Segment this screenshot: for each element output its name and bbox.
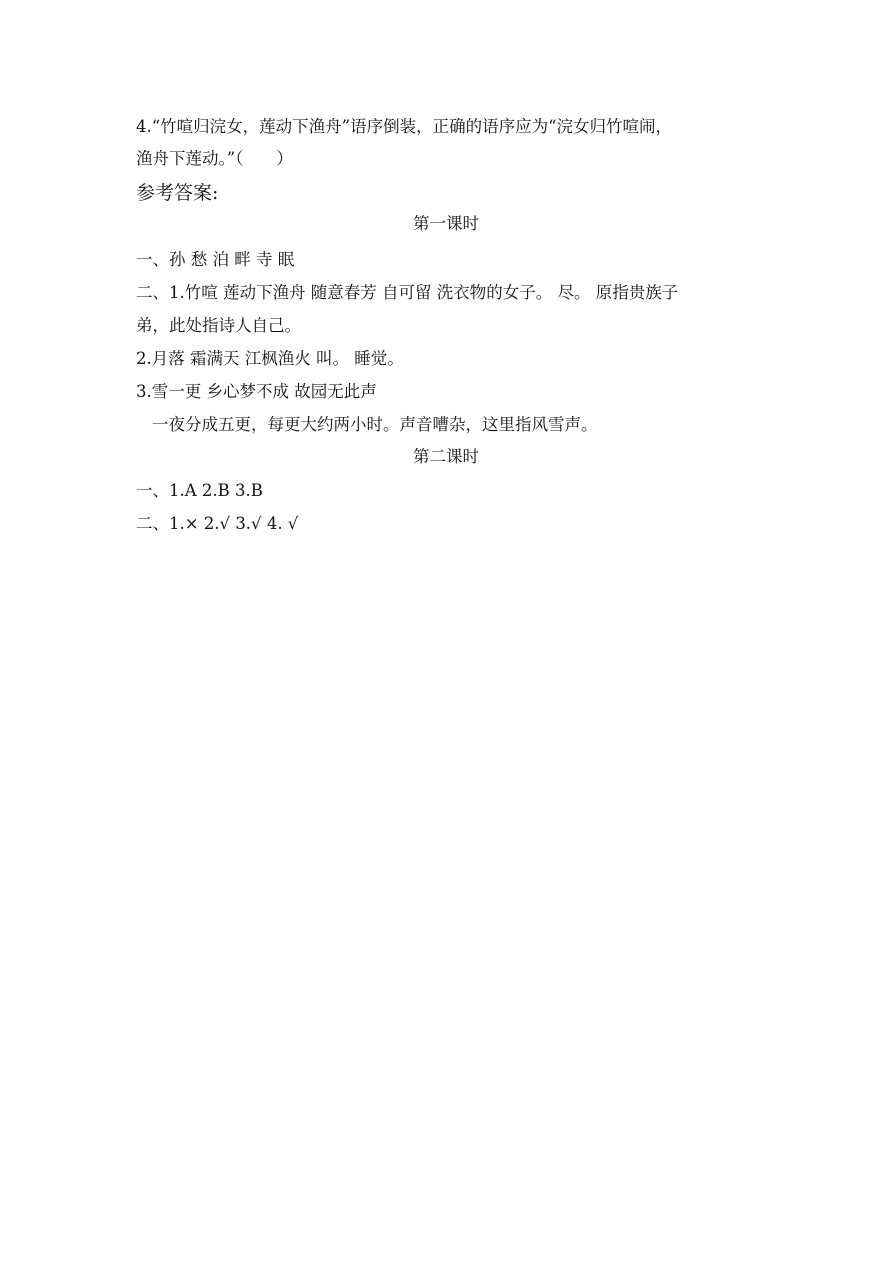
- lesson-1-part-2-line-1: 二、1.竹喧 莲动下渔舟 随意春芳 自可留 洗衣物的女子。 尽。 原指贵族子: [136, 283, 679, 302]
- lesson-1-item-2: 2.月落 霜满天 江枫渔火 叫。 睡觉。: [136, 349, 404, 368]
- lesson-2-part-2: 二、1.× 2.√ 3.√ 4. √: [136, 514, 299, 533]
- question-4-line-2: 渔舟下莲动。”（ ）: [136, 149, 293, 168]
- lesson-2-title: 第二课时: [413, 447, 479, 466]
- answers-heading: 参考答案:: [136, 182, 219, 204]
- lesson-1-title: 第一课时: [413, 214, 479, 233]
- question-4-line-1: 4.“竹喧归浣女，莲动下渔舟”语序倒装，正确的语序应为“浣女归竹喧闹，: [136, 117, 673, 136]
- lesson-1-part-1: 一、孙 愁 泊 畔 寺 眠: [136, 250, 295, 269]
- lesson-1-item-3-note: 一夜分成五更，每更大约两小时。声音嘈杂，这里指风雪声。: [152, 415, 598, 434]
- lesson-1-item-3: 3.雪一更 乡心梦不成 故园无此声: [136, 382, 377, 401]
- lesson-1-part-2-line-2: 弟，此处指诗人自己。: [136, 316, 301, 335]
- lesson-2-part-1: 一、1.A 2.B 3.B: [136, 481, 263, 500]
